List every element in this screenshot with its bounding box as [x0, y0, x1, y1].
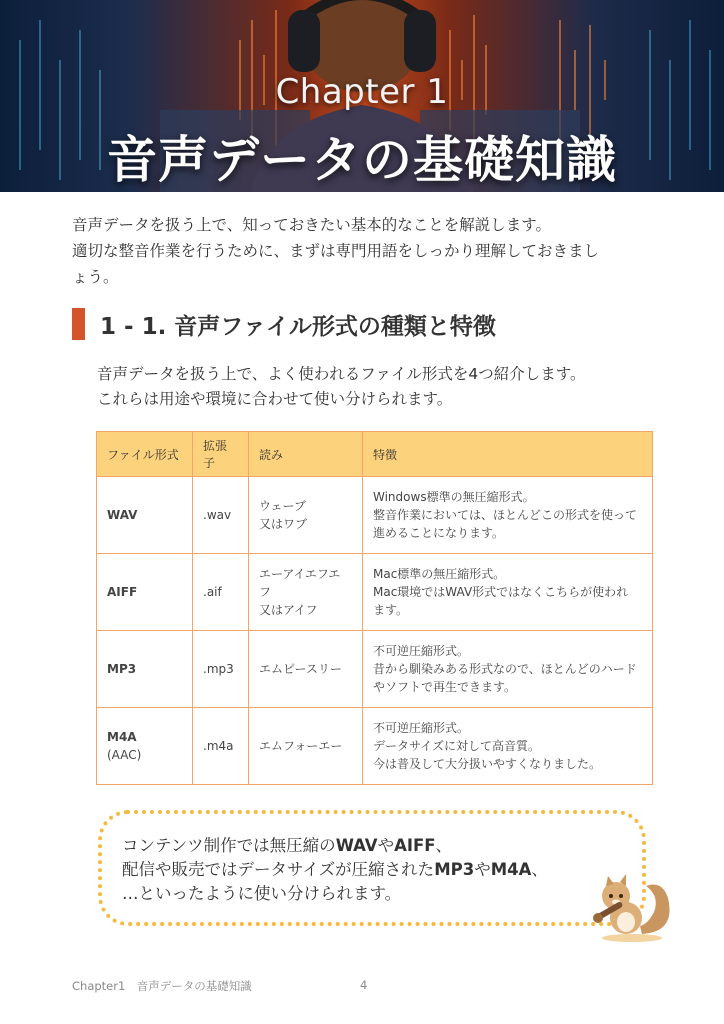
reading-cell	[249, 708, 363, 785]
col-header-features: 特徴	[363, 432, 653, 477]
reading-line: エムフォーエー	[259, 739, 343, 753]
format-name: MP3	[107, 662, 137, 676]
reading-cell	[249, 631, 363, 708]
reading-line: 又はアイフ	[259, 603, 318, 617]
intro-line: 適切な整音作業を行うために、まずは専門用語をしっかり理解しておきまし	[72, 242, 600, 260]
section-desc-line: 音声データを扱う上で、よく使われるファイル形式を4つ紹介します。	[97, 365, 586, 383]
col-header-reading: 読み	[249, 432, 363, 477]
extension-cell: .aif	[193, 554, 249, 631]
callout-line: コンテンツ制作では無圧縮のWAVやAIFF、	[122, 836, 453, 855]
feature-line: 不可逆圧縮形式。	[373, 644, 470, 658]
feature-line: Mac標準の無圧縮形式。	[373, 567, 506, 581]
reading-line: エムピースリー	[259, 662, 342, 676]
chapter-banner	[0, 0, 724, 192]
format-cell	[97, 631, 193, 708]
extension-cell: .m4a	[193, 708, 249, 785]
extension-cell: .wav	[193, 477, 249, 554]
col-header-extension: 拡張子	[193, 432, 249, 477]
squirrel-mascot-icon	[590, 872, 676, 944]
table-row	[97, 631, 653, 708]
section-accent-bar	[72, 308, 85, 340]
feature-line: Windows標準の無圧縮形式。	[373, 490, 535, 504]
file-format-table	[96, 431, 653, 785]
format-name: AIFF	[107, 585, 138, 599]
features-cell	[363, 631, 653, 708]
intro-line: 音声データを扱う上で、知っておきたい基本的なことを解説します。	[72, 216, 551, 234]
format-name: WAV	[107, 508, 138, 522]
format-subname: (AAC)	[107, 748, 142, 762]
feature-line: 不可逆圧縮形式。	[373, 721, 470, 735]
reading-line: 又はワブ	[259, 517, 308, 531]
feature-line: データサイズに対して高音質。	[373, 739, 541, 753]
features-cell	[363, 554, 653, 631]
callout-line: …といったように使い分けられます。	[122, 884, 402, 903]
reading-cell	[249, 554, 363, 631]
page-number: 4	[360, 978, 368, 992]
features-cell	[363, 477, 653, 554]
table-row	[97, 708, 653, 785]
format-cell	[97, 477, 193, 554]
table-row	[97, 477, 653, 554]
callout-text	[122, 834, 548, 906]
feature-line: Mac環境ではWAV形式ではなくこちらが使われ	[373, 585, 629, 599]
reading-line: ウェーブ	[259, 499, 306, 513]
callout-line: 配信や販売ではデータサイズが圧縮されたMP3やM4A、	[122, 860, 548, 879]
features-cell	[363, 708, 653, 785]
extension-cell: .mp3	[193, 631, 249, 708]
reading-cell	[249, 477, 363, 554]
format-cell	[97, 708, 193, 785]
col-header-format: ファイル形式	[97, 432, 193, 477]
table-row	[97, 554, 653, 631]
format-cell	[97, 554, 193, 631]
feature-line: 今は普及して大分扱いやすくなりました。	[373, 757, 602, 771]
reading-line: エーアイエフエフ	[259, 567, 341, 599]
section-desc-line: これらは用途や環境に合わせて使い分けられます。	[97, 390, 453, 408]
intro-paragraph	[72, 212, 662, 290]
page-footer	[72, 978, 368, 994]
section-description	[97, 362, 657, 412]
section-title: 1 - 1. 音声ファイル形式の種類と特徴	[100, 314, 496, 340]
feature-line: 整音作業においては、ほとんどこの形式を使って	[373, 508, 638, 522]
feature-line: 昔から馴染みある形式なので、ほとんどのハード	[373, 662, 637, 676]
chapter-title: 音声データの基礎知識	[107, 131, 617, 189]
chapter-label: Chapter 1	[275, 72, 449, 112]
format-name: M4A	[107, 730, 137, 744]
feature-line: やソフトで再生できます。	[373, 680, 517, 694]
section-heading	[72, 306, 672, 342]
feature-line: 進めることになります。	[373, 526, 505, 540]
footer-chapter-text: Chapter1 音声データの基礎知識	[72, 979, 252, 993]
table-header-row	[97, 432, 653, 477]
summary-callout	[98, 810, 646, 926]
feature-line: ます。	[373, 603, 409, 617]
intro-line: ょう。	[72, 268, 119, 286]
